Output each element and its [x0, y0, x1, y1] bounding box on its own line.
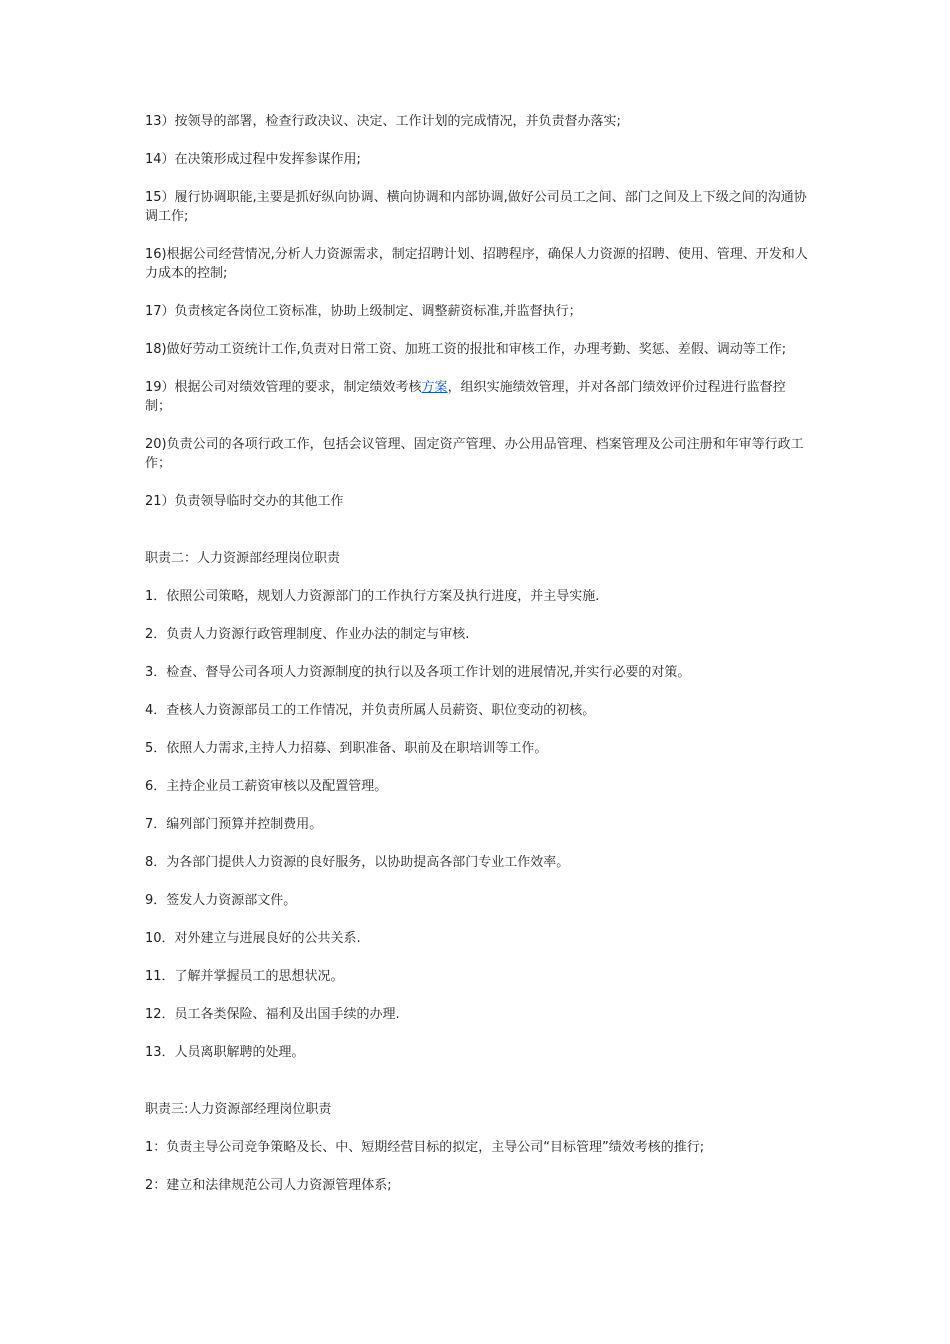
list-item: 1．依照公司策略，规划人力资源部门的工作执行方案及执行进度，并主导实施. — [145, 589, 600, 604]
list-item: 12．员工各类保险、福利及出国手续的办理. — [145, 1007, 400, 1022]
duty-item-19-text-after: ，组织实施绩效管理，并对各部门绩效评价过程进行监督控制； — [145, 380, 786, 414]
list-item: 5．依照人力需求,主持人力招募、到职准备、职前及在职培训等工作。 — [145, 741, 548, 756]
duty-item-17: 17）负责核定各岗位工资标准，协助上级制定、调整薪资标准,并监督执行； — [145, 304, 582, 319]
duty-item-18: 18)做好劳动工资统计工作,负责对日常工资、加班工资的报批和审核工作，办理考勤、奖惩、差假、调动等工作; — [145, 342, 787, 357]
list-item: 13．人员离职解聘的处理。 — [145, 1045, 305, 1060]
duty-item-19 — [145, 378, 810, 416]
list-item: 2．负责人力资源行政管理制度、作业办法的制定与审核. — [145, 627, 470, 642]
duty-item-14: 14）在决策形成过程中发挥参谋作用; — [145, 152, 361, 167]
duty-item-19-text-before: 19）根据公司对绩效管理的要求，制定绩效考核 — [145, 380, 422, 395]
duty-item-20: 20)负责公司的各项行政工作，包括会议管理、固定资产管理、办公用品管理、档案管理及公司注册和年审等行政工作； — [145, 437, 804, 471]
section-gap — [145, 530, 810, 549]
list-item: 11．了解并掌握员工的思想状况。 — [145, 969, 344, 984]
document-page — [145, 112, 810, 1214]
list-item: 10．对外建立与进展良好的公共关系. — [145, 931, 361, 946]
section-gap — [145, 1081, 810, 1100]
section-heading-duty-3: 职责三:人力资源部经理岗位职责 — [145, 1102, 332, 1117]
list-item: 9．签发人力资源部文件。 — [145, 893, 297, 908]
duty-item-21: 21）负责领导临时交办的其他工作 — [145, 494, 344, 509]
plan-link[interactable]: 方案 — [421, 380, 448, 395]
duty-item-13: 13）按领导的部署，检查行政决议、决定、工作计划的完成情况，并负责督办落实; — [145, 114, 621, 129]
list-item: 4．查核人力资源部员工的工作情况，并负责所属人员薪资、职位变动的初核。 — [145, 703, 596, 718]
list-item: 8．为各部门提供人力资源的良好服务，以协助提高各部门专业工作效率。 — [145, 855, 570, 870]
duty-item-16: 16)根据公司经营情况,分析人力资源需求，制定招聘计划、招聘程序，确保人力资源的招聘、使用、管理、开发和人力成本的控制; — [145, 247, 808, 281]
list-item: 1：负责主导公司竞争策略及长、中、短期经营目标的拟定，主导公司“目标管理”绩效考核的推行; — [145, 1140, 705, 1155]
list-item: 3．检查、督导公司各项人力资源制度的执行以及各项工作计划的进展情况,并实行必要的对策。 — [145, 665, 691, 680]
list-item: 6．主持企业员工薪资审核以及配置管理。 — [145, 779, 388, 794]
duty-item-15: 15）履行协调职能,主要是抓好纵向协调、横向协调和内部协调,做好公司员工之间、部门之间及上下级之间的沟通协调工作; — [145, 190, 807, 224]
section-heading-duty-2: 职责二：人力资源部经理岗位职责 — [145, 551, 341, 566]
list-item: 2：建立和法律规范公司人力资源管理体系; — [145, 1178, 392, 1193]
list-item: 7．编列部门预算并控制费用。 — [145, 817, 323, 832]
